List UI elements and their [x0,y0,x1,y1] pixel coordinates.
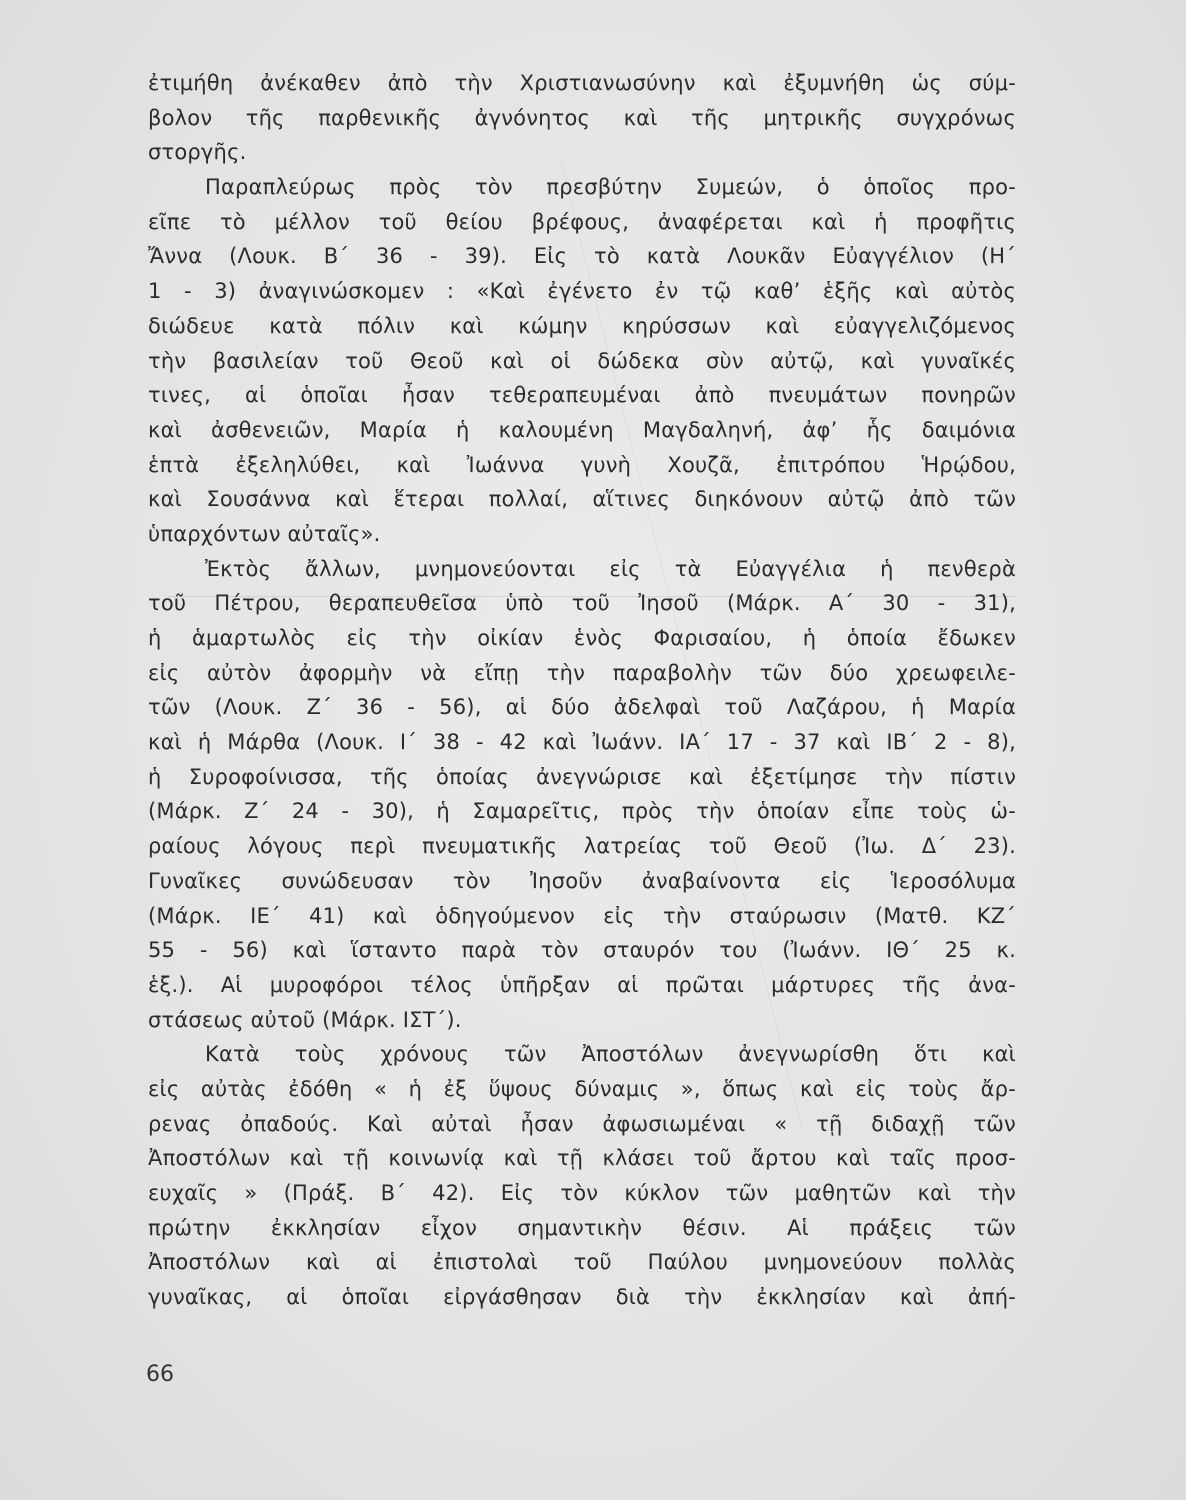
text-line: εἰς αὐτὰς ἐδόθη « ἡ ἐξ ὕψους δύναμις », ὅπως καὶ εἰς τοὺς ἄρ- [148,1076,1016,1101]
text-line: καὶ ἀσθενειῶν, Μαρία ἡ καλουμένη Μαγδαληνή, ἀφ’ ἧς δαιμόνια [148,417,1016,442]
text-line: τοῦ Πέτρου, θεραπευθεῖσα ὑπὸ τοῦ Ἰησοῦ (Μάρκ. Α΄ 30 - 31), [148,591,1016,616]
text-line: Ἄννα (Λουκ. Β΄ 36 - 39). Εἰς τὸ κατὰ Λουκᾶν Εὐαγγέλιον (Η΄ [148,244,1016,269]
text-line: γυναῖκας, αἱ ὁποῖαι εἰργάσθησαν διὰ τὴν ἐκκλησίαν καὶ ἀπή- [148,1285,1016,1310]
text-line: Παραπλεύρως πρὸς τὸν πρεσβύτην Συμεών, ὁ ὁποῖος προ- [205,175,1016,200]
text-line: ρενας ὀπαδούς. Καὶ αὐταὶ ἦσαν ἀφωσιωμέναι « τῇ διδαχῇ τῶν [148,1111,1016,1136]
text-line: ἡ Συροφοίνισσα, τῆς ὁποίας ἀνεγνώρισε καὶ ἐξετίμησε τὴν πίστιν [148,764,1016,789]
text-line: ἡ ἁμαρτωλὸς εἰς τὴν οἰκίαν ἑνὸς Φαρισαίου, ἡ ὁποία ἔδωκεν [148,626,1016,650]
text-line: Ἀποστόλων καὶ τῇ κοινωνίᾳ καὶ τῇ κλάσει τοῦ ἄρτου καὶ ταῖς προσ- [148,1146,1016,1171]
text-line: εῖπε τὸ μέλλον τοῦ θείου βρέφους, ἀναφέρεται καὶ ἡ προφῆτις [148,209,1016,234]
text-line: εἰς αὐτὸν ἀφορμὴν νὰ εἴπῃ τὴν παραβολὴν τῶν δύο χρεωφειλε- [148,660,1016,685]
page-number: 66 [146,1362,174,1387]
text-line: 1 - 3) ἀναγινώσκομεν : «Καὶ ἐγένετο ἐν τῷ καθ’ ἑξῆς καὶ αὐτὸς [148,279,1016,304]
body-text [148,66,1016,1315]
text-line: (Μάρκ. ΙΕ΄ 41) καὶ ὁδηγούμενον εἰς τὴν σταύρωσιν (Ματθ. ΚΖ΄ [148,903,1016,928]
text-line: τὴν βασιλείαν τοῦ Θεοῦ καὶ οἱ δώδεκα σὺν αὐτῷ, καὶ γυναῖκές [148,348,1016,373]
text-line: 55 - 56) καὶ ἵσταντο παρὰ τὸν σταυρόν του (Ἰωάνν. ΙΘ΄ 25 κ. [148,938,1016,963]
text-line: καὶ ἡ Μάρθα (Λουκ. Ι΄ 38 - 42 καὶ Ἰωάνν. ΙΑ΄ 17 - 37 καὶ ΙΒ΄ 2 - 8), [148,730,1016,755]
text-line: ραίους λόγους περὶ πνευματικῆς λατρείας τοῦ Θεοῦ (Ἰω. Δ΄ 23). [148,834,1016,859]
text-line: πρώτην ἐκκλησίαν εἶχον σημαντικὴν θέσιν. Αἱ πράξεις τῶν [148,1215,1016,1240]
text-line: βολον τῆς παρθενικῆς ἀγνόνητος καὶ τῆς μητρικῆς συγχρόνως [148,105,1016,130]
text-line: ἐτιμήθη ἀνέκαθεν ἀπὸ τὴν Χριστιανωσύνην καὶ ἐξυμνήθη ὡς σύμ- [148,71,1016,95]
text-line: ευχαῖς » (Πράξ. Β΄ 42). Εἰς τὸν κύκλον τῶν μαθητῶν καὶ τὴν [148,1181,1016,1205]
text-line: Ἀποστόλων καὶ αἱ ἐπιστολαὶ τοῦ Παύλου μνημονεύουν πολλὰς [148,1250,1016,1275]
text-line: τῶν (Λουκ. Ζ΄ 36 - 56), αἱ δύο ἀδελφαὶ τοῦ Λαζάρου, ἡ Μαρία [148,695,1016,720]
text-line: διώδευε κατὰ πόλιν καὶ κώμην κηρύσσων καὶ εὐαγγελιζόμενος [148,313,1016,338]
text-line: ἑπτὰ ἐξεληλύθει, καὶ Ἰωάννα γυνὴ Χουζᾶ, ἐπιτρόπου Ἡρῴδου, [148,452,1016,477]
text-line: ὑπαρχόντων αὐταῖς». [148,521,381,546]
text-line: Ἐκτὸς ἄλλων, μνημονεύονται εἰς τὰ Εὐαγγέλια ἡ πενθερὰ [205,556,1016,581]
text-line: Κατὰ τοὺς χρόνους τῶν Ἀποστόλων ἀνεγνωρίσθη ὅτι καὶ [205,1042,1016,1067]
text-line: ἑξ.). Αἱ μυροφόροι τέλος ὑπῆρξαν αἱ πρῶται μάρτυρες τῆς ἀνα- [148,972,1016,997]
text-line: τινες, αἱ ὁποῖαι ἦσαν τεθεραπευμέναι ἀπὸ πνευμάτων πονηρῶν [148,383,1016,408]
text-line: (Μάρκ. Ζ΄ 24 - 30), ἡ Σαμαρεῖτις, πρὸς τὴν ὁποίαν εἶπε τοὺς ὡ- [148,799,1016,824]
text-line: στοργῆς. [148,140,247,165]
text-line: Γυναῖκες συνώδευσαν τὸν Ἰησοῦν ἀναβαίνοντα εἰς Ἱεροσόλυμα [148,868,1016,893]
text-line: στάσεως αὐτοῦ (Μάρκ. ΙΣΤ΄). [148,1007,462,1032]
text-line: καὶ Σουσάννα καὶ ἕτεραι πολλαί, αἵτινες διηκόνουν αὐτῷ ἀπὸ τῶν [148,487,1016,512]
